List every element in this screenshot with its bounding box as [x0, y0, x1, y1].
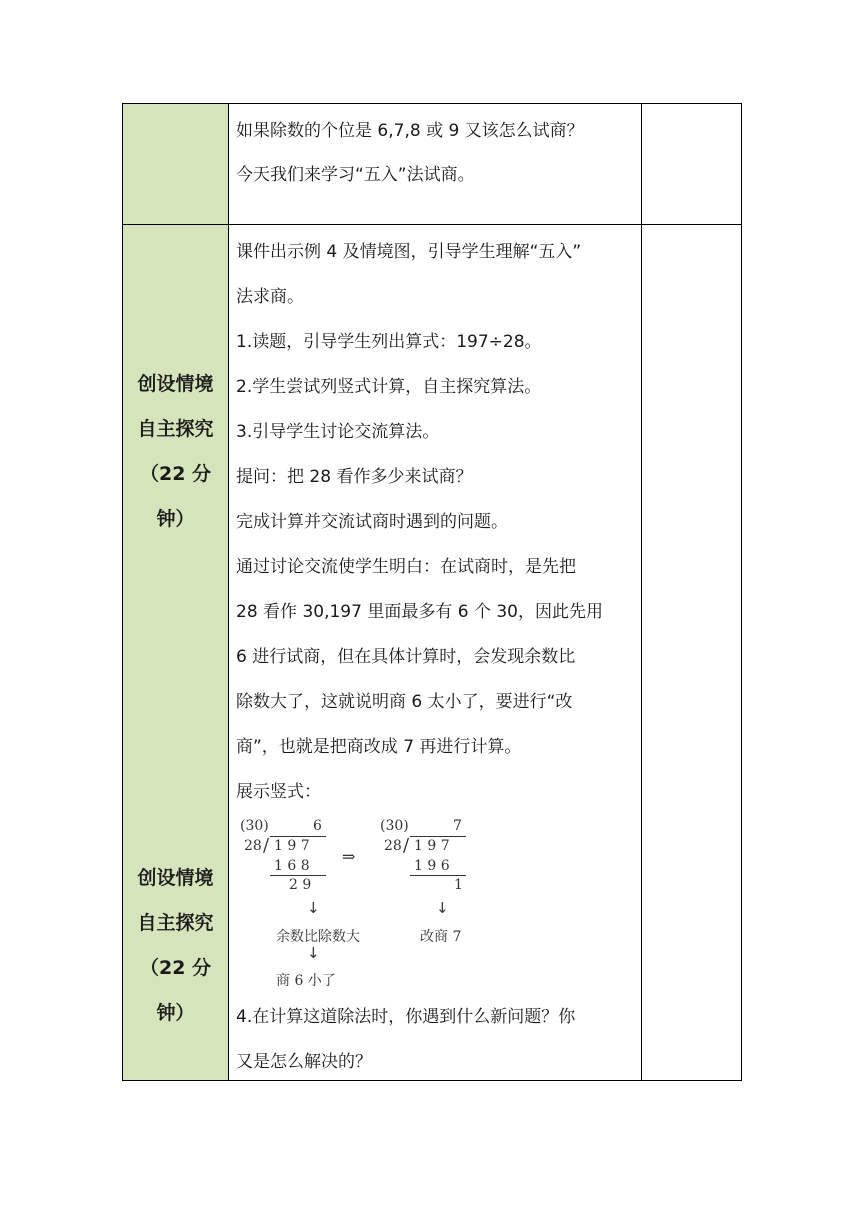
- implies-arrow-icon: ⇒: [342, 847, 356, 866]
- division-bracket: /: [263, 835, 270, 856]
- table-border-right: [741, 103, 742, 1081]
- annotation: 改商 7: [420, 929, 462, 945]
- text-line: 通过讨论交流使学生明白：在试商时，是先把: [236, 557, 576, 577]
- stage-label: 钟）: [156, 508, 195, 530]
- text-line: 又是怎么解决的？: [236, 1052, 372, 1072]
- table-col-divider-2: [641, 103, 642, 1081]
- remainder: 2 9: [289, 877, 312, 893]
- annotation: 余数比除数大: [276, 929, 360, 945]
- stage-label: （22 分: [139, 463, 212, 485]
- stage-label: 创设情境: [137, 373, 214, 395]
- divisor: 28: [244, 838, 262, 854]
- text-line: 6 进行试商，但在具体计算时，会发现余数比: [236, 647, 576, 667]
- divisor: 28: [384, 838, 402, 854]
- estimate-label: (30): [380, 818, 409, 834]
- table-border-bottom: [122, 1080, 742, 1081]
- remainder: 1: [454, 877, 463, 893]
- text-line: 商”，也就是把商改成 7 再进行计算。: [236, 737, 522, 757]
- down-arrow-icon: ↓: [307, 899, 320, 917]
- text-line: 今天我们来学习“五入”法试商。: [236, 165, 475, 185]
- annotation: 商 6 小了: [276, 973, 336, 989]
- division-bar: [410, 836, 466, 837]
- dividend: 1 9 7: [414, 838, 450, 854]
- text-line: 3.引导学生讨论交流算法。: [236, 422, 440, 442]
- text-line: 完成计算并交流试商时遇到的问题。: [236, 512, 508, 532]
- text-line: 提问：把 28 看作多少来试商？: [236, 467, 473, 487]
- stage-label: （22 分: [139, 957, 212, 979]
- text-line: 展示竖式：: [236, 782, 321, 802]
- table-col-divider-1: [228, 103, 229, 1081]
- row1-label-cell: [123, 104, 228, 224]
- down-arrow-icon: ↓: [307, 944, 320, 962]
- text-line: 法求商。: [236, 287, 304, 307]
- stage-label: 钟）: [156, 1002, 195, 1024]
- quotient-digit: 7: [453, 818, 462, 834]
- subtraction-line: [410, 875, 466, 876]
- text-line: 除数大了，这就说明商 6 太小了，要进行“改: [236, 692, 573, 712]
- subtraction-line: [270, 875, 326, 876]
- table-border-left: [122, 103, 123, 1081]
- table-row-divider: [122, 224, 742, 225]
- partial-product: 1 6 8: [274, 858, 310, 874]
- stage-label: 自主探究: [137, 418, 214, 440]
- stage-label: 自主探究: [137, 912, 214, 934]
- division-bracket: /: [403, 835, 410, 856]
- estimate-label: (30): [240, 818, 269, 834]
- quotient-digit: 6: [313, 818, 322, 834]
- text-line: 2.学生尝试列竖式计算，自主探究算法。: [236, 377, 542, 397]
- table-border-top: [122, 103, 742, 104]
- partial-product: 1 9 6: [414, 858, 450, 874]
- down-arrow-icon: ↓: [436, 899, 449, 917]
- text-line: 1.读题，引导学生列出算式：197÷28。: [236, 332, 542, 352]
- text-line: 如果除数的个位是 6,7,8 或 9 又该怎么试商？: [236, 121, 584, 141]
- division-bar: [270, 836, 326, 837]
- stage-label: 创设情境: [137, 867, 214, 889]
- text-line: 28 看作 30,197 里面最多有 6 个 30，因此先用: [236, 602, 603, 622]
- dividend: 1 9 7: [274, 838, 310, 854]
- text-line: 4.在计算这道除法时，你遇到什么新问题？你: [236, 1007, 576, 1027]
- text-line: 课件出示例 4 及情境图，引导学生理解“五入”: [236, 242, 582, 262]
